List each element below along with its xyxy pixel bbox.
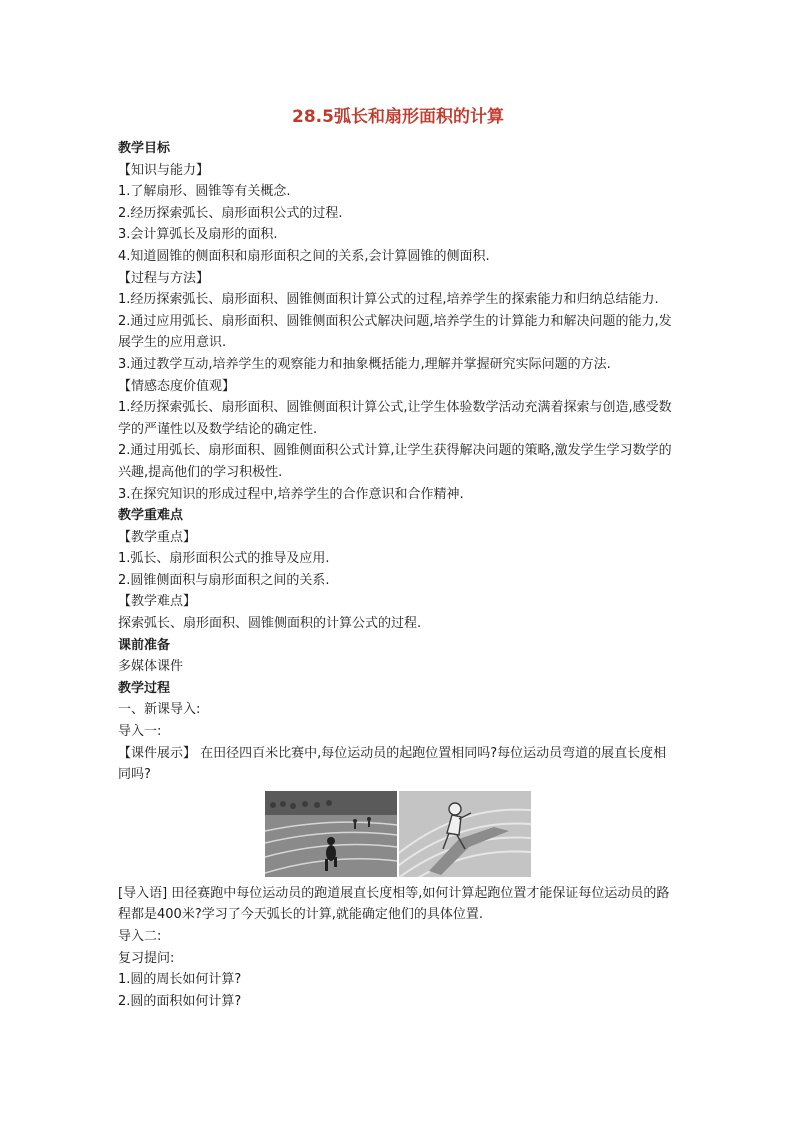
prep-text: 多媒体课件 xyxy=(118,659,184,675)
section-heading-keypoints: 教学重难点 xyxy=(118,508,184,524)
difficulty-text: 探索弧长、扇形面积、圆锥侧面积的计算公式的过程. xyxy=(118,616,422,632)
subheading-focus: 【教学重点】 xyxy=(118,529,197,545)
section-heading-teaching-process: 教学过程 xyxy=(118,680,171,696)
list-item: 1.经历探索弧长、扇形面积、圆锥侧面积计算公式的过程,培养学生的探索能力和归纳总结能力. xyxy=(118,292,659,308)
list-item: 4.知道圆锥的侧面积和扇形面积之间的关系,会计算圆锥的侧面积. xyxy=(118,248,490,264)
subheading-process: 【过程与方法】 xyxy=(118,270,210,286)
subheading-knowledge: 【知识与能力】 xyxy=(118,162,210,178)
review-heading: 复习提问: xyxy=(118,950,175,966)
list-item: 2.圆的面积如何计算? xyxy=(118,993,242,1009)
running-track-images xyxy=(265,791,531,877)
list-item: 3.会计算弧长及扇形的面积. xyxy=(118,227,278,243)
section-heading-prep: 课前准备 xyxy=(118,637,171,653)
list-item: 2.通过应用弧长、扇形面积、圆锥侧面积公式解决问题,培养学生的计算能力和解决问题的能力,发展学生的应用意识. xyxy=(118,313,672,351)
document-content xyxy=(118,104,678,1012)
list-item: 3.通过教学互动,培养学生的观察能力和抽象概括能力,理解并掌握研究实际问题的方法. xyxy=(118,356,611,372)
list-item: 1.弧长、扇形面积公式的推导及应用. xyxy=(118,551,330,567)
intro-line: 一、新课导入: xyxy=(118,702,201,718)
intro-words: [导入语] 田径赛跑中每位运动员的跑道展直长度相等,如何计算起跑位置才能保证每位运动员的路程都是400米?学习了今天弧长的计算,就能确定他们的具体位置. xyxy=(118,885,670,923)
list-item: 1.经历探索弧长、扇形面积、圆锥侧面积计算公式,让学生体验数学活动充满着探索与创造,感受数学的严谨性以及数学结论的确定性. xyxy=(118,400,672,437)
section-heading-goals: 教学目标 xyxy=(118,141,171,156)
intro-one: 导入一: xyxy=(118,724,162,740)
courseware-text: 【课件展示】 在田径四百米比赛中,每位运动员的起跑位置相同吗?每位运动员弯道的展直长度相同吗? xyxy=(118,745,667,783)
list-item: 2.通过用弧长、扇形面积、圆锥侧面积公式计算,让学生获得解决问题的策略,激发学生学习数学的兴趣,提高他们的学习积极性. xyxy=(118,443,672,480)
page-title: 28.5弧长和扇形面积的计算 xyxy=(292,107,504,127)
subheading-attitude: 【情感态度价值观】 xyxy=(118,378,236,394)
runner-illustration xyxy=(399,791,531,877)
track-photo xyxy=(265,791,397,877)
subheading-difficulty: 【教学难点】 xyxy=(118,594,197,610)
list-item: 2.圆锥侧面积与扇形面积之间的关系. xyxy=(118,572,330,588)
list-item: 2.经历探索弧长、扇形面积公式的过程. xyxy=(118,205,343,221)
intro-two: 导入二: xyxy=(118,929,162,944)
list-item: 1.了解扇形、圆锥等有关概念. xyxy=(118,184,291,200)
list-item: 3.在探究知识的形成过程中,培养学生的合作意识和合作精神. xyxy=(118,486,464,502)
list-item: 1.圆的周长如何计算? xyxy=(118,972,242,988)
